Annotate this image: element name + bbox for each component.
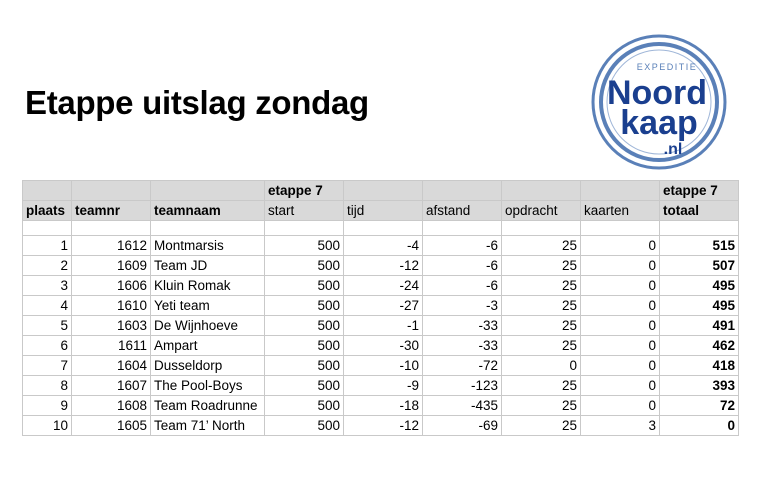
cell-opdracht: 25: [502, 376, 581, 396]
cell-teamnaam: Montmarsis: [151, 236, 265, 256]
cell-totaal: 393: [660, 376, 739, 396]
header-start: start: [265, 201, 344, 221]
cell-opdracht: 25: [502, 296, 581, 316]
cell-totaal: 495: [660, 276, 739, 296]
header-plaats: plaats: [23, 201, 72, 221]
header-opdracht: opdracht: [502, 201, 581, 221]
cell-plaats: 4: [23, 296, 72, 316]
cell-opdracht: 25: [502, 396, 581, 416]
spacer-cell: [502, 221, 581, 236]
spacer-cell: [72, 221, 151, 236]
cell-teamnaam: Team Roadrunne: [151, 396, 265, 416]
logo-line1: Noord: [606, 74, 708, 112]
cell-plaats: 5: [23, 316, 72, 336]
cell-teamnaam: The Pool-Boys: [151, 376, 265, 396]
header-top-etappe-start: etappe 7: [265, 181, 344, 201]
cell-totaal: 462: [660, 336, 739, 356]
cell-tijd: -4: [344, 236, 423, 256]
cell-kaarten: 0: [581, 316, 660, 336]
cell-kaarten: 3: [581, 416, 660, 436]
cell-afstand: -69: [423, 416, 502, 436]
cell-kaarten: 0: [581, 296, 660, 316]
cell-teamnr: 1606: [72, 276, 151, 296]
table-row: [23, 396, 739, 416]
cell-totaal: 0: [660, 416, 739, 436]
cell-start: 500: [265, 276, 344, 296]
cell-kaarten: 0: [581, 256, 660, 276]
cell-plaats: 6: [23, 336, 72, 356]
cell-tijd: -27: [344, 296, 423, 316]
cell-afstand: -6: [423, 236, 502, 256]
cell-teamnr: 1609: [72, 256, 151, 276]
cell-teamnr: 1605: [72, 416, 151, 436]
header-teamnaam: teamnaam: [151, 201, 265, 221]
cell-teamnr: 1603: [72, 316, 151, 336]
cell-afstand: -72: [423, 356, 502, 376]
cell-afstand: -6: [423, 276, 502, 296]
cell-tijd: -12: [344, 416, 423, 436]
header-top-cell: [344, 181, 423, 201]
cell-kaarten: 0: [581, 236, 660, 256]
page-title: Etappe uitslag zondag: [25, 84, 369, 121]
cell-kaarten: 0: [581, 356, 660, 376]
table-row: [23, 336, 739, 356]
cell-plaats: 10: [23, 416, 72, 436]
spacer-cell: [23, 221, 72, 236]
header-top-cell: [72, 181, 151, 201]
cell-tijd: -9: [344, 376, 423, 396]
cell-teamnr: 1607: [72, 376, 151, 396]
cell-tijd: -30: [344, 336, 423, 356]
cell-teamnr: 1608: [72, 396, 151, 416]
cell-opdracht: 25: [502, 316, 581, 336]
cell-opdracht: 25: [502, 336, 581, 356]
spacer-cell: [265, 221, 344, 236]
results-table: [22, 180, 739, 436]
header-top-cell: [581, 181, 660, 201]
header-row-top: [23, 181, 739, 201]
cell-start: 500: [265, 336, 344, 356]
cell-kaarten: 0: [581, 376, 660, 396]
cell-opdracht: 0: [502, 356, 581, 376]
cell-opdracht: 25: [502, 416, 581, 436]
header-top-cell: [423, 181, 502, 201]
cell-afstand: -33: [423, 316, 502, 336]
cell-plaats: 8: [23, 376, 72, 396]
cell-totaal: 515: [660, 236, 739, 256]
cell-opdracht: 25: [502, 256, 581, 276]
table-row: [23, 416, 739, 436]
table-row: [23, 316, 739, 336]
header-top-cell: [23, 181, 72, 201]
cell-plaats: 1: [23, 236, 72, 256]
cell-totaal: 491: [660, 316, 739, 336]
cell-teamnr: 1612: [72, 236, 151, 256]
cell-plaats: 2: [23, 256, 72, 276]
header-tijd: tijd: [344, 201, 423, 221]
cell-plaats: 3: [23, 276, 72, 296]
cell-tijd: -10: [344, 356, 423, 376]
cell-plaats: 9: [23, 396, 72, 416]
cell-start: 500: [265, 256, 344, 276]
table-row: [23, 356, 739, 376]
cell-opdracht: 25: [502, 236, 581, 256]
spacer-cell: [581, 221, 660, 236]
cell-teamnaam: De Wijnhoeve: [151, 316, 265, 336]
cell-start: 500: [265, 236, 344, 256]
noordkaap-logo: [591, 34, 727, 170]
cell-afstand: -123: [423, 376, 502, 396]
table-row: [23, 236, 739, 256]
cell-afstand: -6: [423, 256, 502, 276]
table-row: [23, 376, 739, 396]
cell-start: 500: [265, 376, 344, 396]
cell-tijd: -1: [344, 316, 423, 336]
cell-opdracht: 25: [502, 276, 581, 296]
cell-teamnr: 1604: [72, 356, 151, 376]
cell-tijd: -18: [344, 396, 423, 416]
cell-totaal: 495: [660, 296, 739, 316]
logo-top-text: EXPEDITIE: [636, 62, 698, 72]
cell-start: 500: [265, 316, 344, 336]
cell-tijd: -24: [344, 276, 423, 296]
cell-start: 500: [265, 356, 344, 376]
cell-totaal: 72: [660, 396, 739, 416]
spacer-cell: [660, 221, 739, 236]
header-top-etappe-totaal: etappe 7: [660, 181, 739, 201]
cell-teamnaam: Ampart: [151, 336, 265, 356]
cell-tijd: -12: [344, 256, 423, 276]
header-totaal: totaal: [660, 201, 739, 221]
cell-teamnaam: Dusseldorp: [151, 356, 265, 376]
cell-teamnr: 1611: [72, 336, 151, 356]
logo-line2: kaap: [620, 104, 698, 142]
cell-totaal: 418: [660, 356, 739, 376]
cell-totaal: 507: [660, 256, 739, 276]
cell-teamnaam: Team JD: [151, 256, 265, 276]
header-kaarten: kaarten: [581, 201, 660, 221]
cell-start: 500: [265, 396, 344, 416]
cell-kaarten: 0: [581, 276, 660, 296]
table-row: [23, 256, 739, 276]
cell-afstand: -33: [423, 336, 502, 356]
cell-teamnr: 1610: [72, 296, 151, 316]
logo-suffix: .nl: [663, 141, 683, 158]
cell-afstand: -3: [423, 296, 502, 316]
cell-teamnaam: Kluin Romak: [151, 276, 265, 296]
header-afstand: afstand: [423, 201, 502, 221]
cell-teamnaam: Team 71’ North: [151, 416, 265, 436]
header-top-cell: [502, 181, 581, 201]
table-row: [23, 276, 739, 296]
cell-start: 500: [265, 416, 344, 436]
header-teamnr: teamnr: [72, 201, 151, 221]
cell-afstand: -435: [423, 396, 502, 416]
header-row: [23, 201, 739, 221]
cell-plaats: 7: [23, 356, 72, 376]
cell-kaarten: 0: [581, 396, 660, 416]
spacer-row: [23, 221, 739, 236]
cell-teamnaam: Yeti team: [151, 296, 265, 316]
header-top-cell: [151, 181, 265, 201]
cell-start: 500: [265, 296, 344, 316]
spacer-cell: [151, 221, 265, 236]
table-row: [23, 296, 739, 316]
spacer-cell: [423, 221, 502, 236]
cell-kaarten: 0: [581, 336, 660, 356]
spacer-cell: [344, 221, 423, 236]
